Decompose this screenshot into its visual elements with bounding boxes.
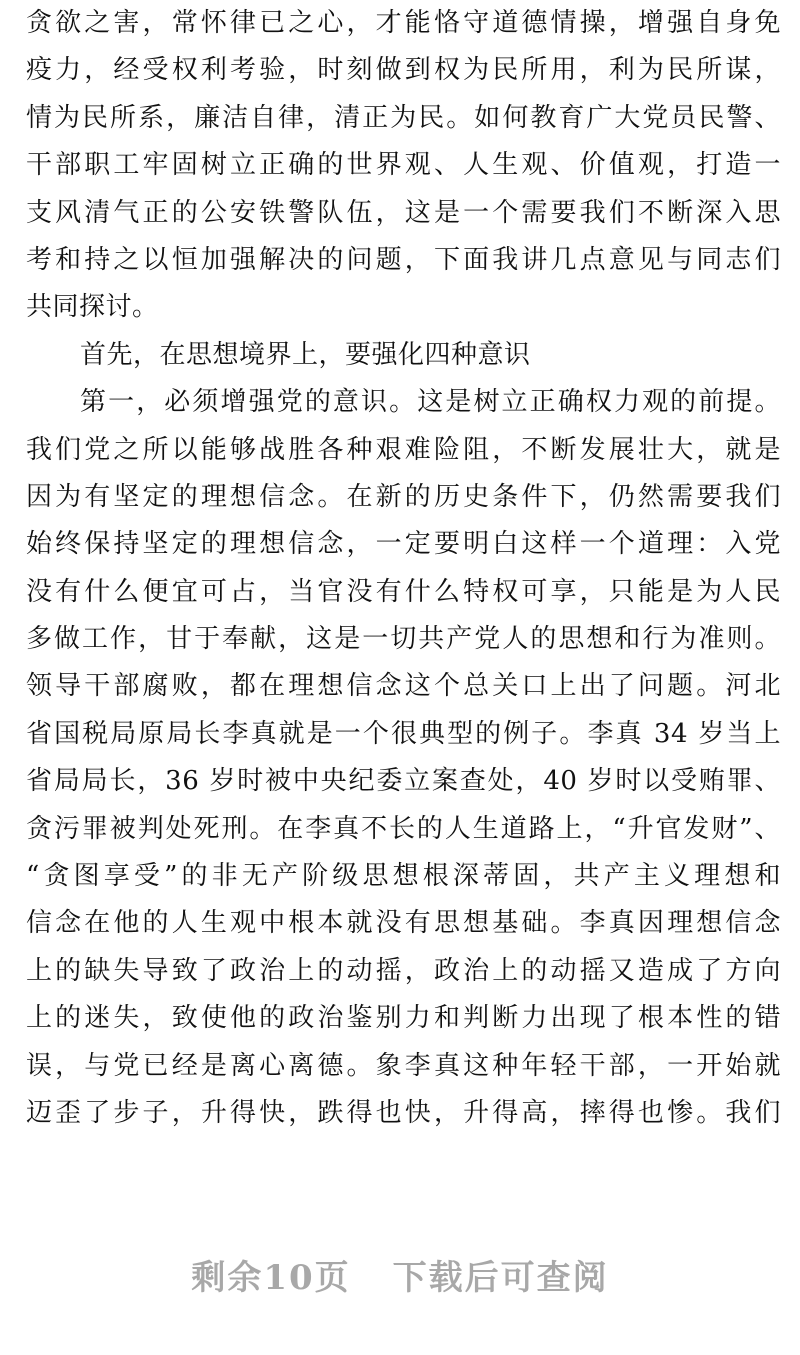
document-body xyxy=(26,0,781,1137)
text-line: 贪污罪被判处死刑。在李真不长的人生道路上，“升官发财”、 xyxy=(26,813,781,844)
text-line: 我们党之所以能够战胜各种艰难险阻，不断发展壮大，就是 xyxy=(26,434,781,465)
paragraph-first-line: 第一，必须增强党的意识。这是树立正确权力观的前提。 xyxy=(80,387,781,418)
section-heading: 首先，在思想境界上，要强化四种意识 xyxy=(80,339,531,370)
remaining-pages-label: 剩余10页 xyxy=(191,1258,351,1298)
text-line: 误，与党已经是离心离德。象李真这种年轻干部，一开始就 xyxy=(26,1050,781,1081)
download-to-view-label: 下载后可查阅 xyxy=(392,1258,609,1298)
text-line: 情为民所系，廉洁自律，清正为民。如何教育广大党员民警、 xyxy=(26,102,781,133)
text-line: 省局局长，36 岁时被中央纪委立案查处，40 岁时以受贿罪、 xyxy=(26,766,781,797)
text-line: 支风清气正的公安铁警队伍，这是一个需要我们不断深入思 xyxy=(26,197,781,228)
text-line: 省国税局原局长李真就是一个很典型的例子。李真 34 岁当上 xyxy=(26,718,781,749)
text-line: 迈歪了步子，升得快，跌得也快，升得高，摔得也惨。我们 xyxy=(26,1097,781,1128)
text-line: 始终保持坚定的理想信念，一定要明白这样一个道理：入党 xyxy=(26,529,781,560)
text-line: 共同探讨。 xyxy=(26,292,159,323)
text-line: 上的缺失导致了政治上的动摇，政治上的动摇又造成了方向 xyxy=(26,955,781,986)
text-line: 多做工作，甘于奉献，这是一切共产党人的思想和行为准则。 xyxy=(26,624,781,655)
text-line: 上的迷失，致使他的政治鉴别力和判断力出现了根本性的错 xyxy=(26,1003,781,1034)
text-line: “贪图享受”的非无产阶级思想根深蒂固，共产主义理想和 xyxy=(26,861,781,892)
download-prompt-banner[interactable] xyxy=(0,1248,800,1308)
text-line: 信念在他的人生观中根本就没有思想基础。李真因理想信念 xyxy=(26,908,781,939)
text-line: 领导干部腐败，都在理想信念这个总关口上出了问题。河北 xyxy=(26,671,781,702)
text-line: 没有什么便宜可占，当官没有什么特权可享，只能是为人民 xyxy=(26,576,781,607)
text-line: 因为有坚定的理想信念。在新的历史条件下，仍然需要我们 xyxy=(26,481,781,512)
text-line: 贪欲之害，常怀律已之心，才能恪守道德情操，增强自身免 xyxy=(26,8,781,38)
text-line: 考和持之以恒加强解决的问题，下面我讲几点意见与同志们 xyxy=(26,244,781,275)
text-line: 干部职工牢固树立正确的世界观、人生观、价值观，打造一 xyxy=(26,150,781,181)
text-line: 疫力，经受权利考验，时刻做到权为民所用，利为民所谋， xyxy=(26,55,781,86)
